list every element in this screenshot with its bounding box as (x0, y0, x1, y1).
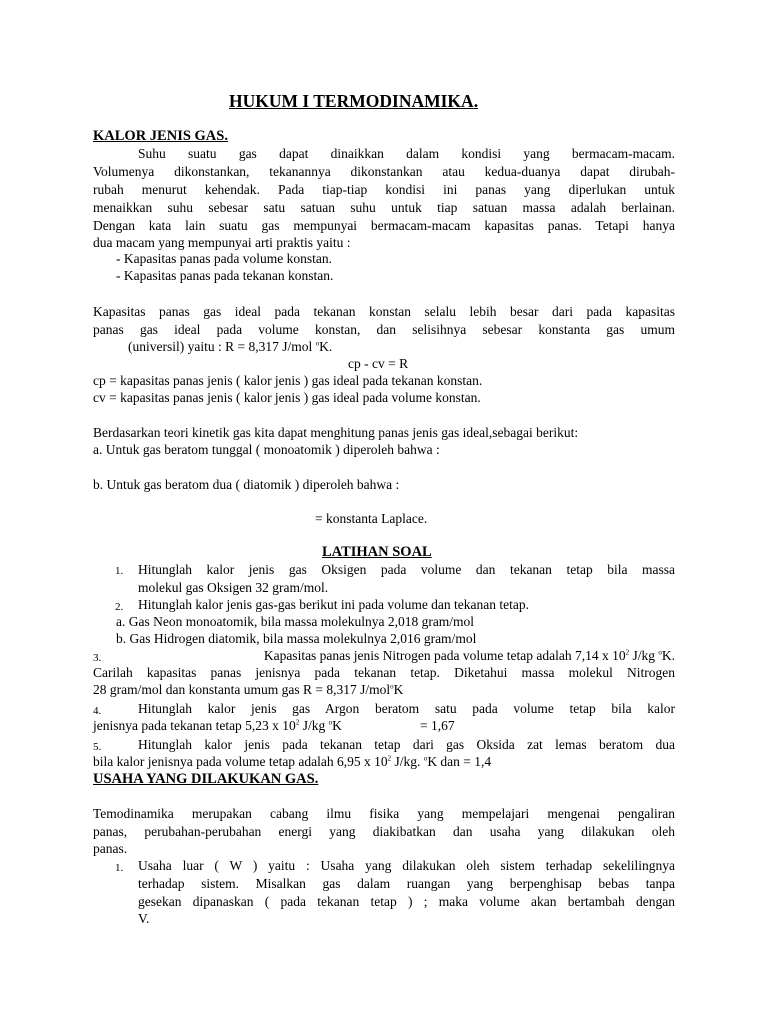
paragraph-line: Kapasitas panas gas ideal pada tekanan konstan selalu lebih besar dari pada kapasitas (93, 304, 675, 319)
list-number: 3. (93, 652, 102, 664)
paragraph-line: Dengan kata lain suatu gas mempunyai bermacam-macam kapasitas panas. Tetapi hanya (93, 218, 675, 233)
item-line: Usaha luar ( W ) yaitu : Usaha yang dilakukan oleh sistem terhadap sekelilingnya (138, 858, 675, 873)
gas-constant-line: (universil) yaitu : R = 8,317 J/mol $^o$K. (128, 339, 333, 354)
question-line: molekul gas Oksigen 32 gram/mol. (138, 580, 329, 595)
definition-cv: cv = kapasitas panas jenis ( kalor jenis ) gas ideal pada volume konstan. (93, 390, 481, 405)
item-line: V. (138, 911, 150, 926)
paragraph-line: panas gas ideal pada volume konstan, dan selisihnya sebesar konstanta gas umum (93, 322, 675, 337)
paragraph-line: Volumenya dikonstankan, tekanannya dikonstankan atau kedua-duanya dapat dirubah- (93, 164, 675, 179)
question-line: Hitunglah kalor jenis gas Oksigen pada volume dan tekanan tetap bila massa (138, 562, 675, 577)
list-number: 1. (115, 565, 124, 577)
paragraph-line: Berdasarkan teori kinetik gas kita dapat menghitung panas jenis gas ideal,sebagai berikut: (93, 425, 579, 440)
question-subitem: b. Gas Hidrogen diatomik, bila massa molekulnya 2,016 gram/mol (116, 631, 477, 646)
list-number: 2. (115, 601, 124, 613)
paragraph-line: menaikkan suhu sebesar satu satuan suhu untuk tiap satuan massa adalah berlainan. (93, 200, 675, 215)
exponent: 2 (387, 754, 392, 763)
section-heading-latihan: LATIHAN SOAL (322, 544, 432, 560)
exponent: 2 (625, 648, 630, 657)
item-line: terhadap sistem. Misalkan gas dalam ruangan yang berpenghisap bebas tanpa (138, 876, 675, 891)
question-line: Hitunglah kalor jenis gas-gas berikut ini pada volume dan tekanan tetap. (138, 597, 530, 612)
item-line: gesekan dipanaskan ( pada tekanan tetap ) ; maka volume akan bertambah dengan (138, 894, 675, 909)
paragraph-line: Temodinamika merupakan cabang ilmu fisika yang mempelajari mengenai pengaliran (93, 806, 675, 821)
title-period: . (473, 91, 479, 111)
degree-mark: o (423, 754, 428, 763)
question-line: bila kalor jenisnya pada volume tetap adalah 6,95 x $10^2$ J/kg. $^o$K dan = 1,4 (93, 754, 492, 769)
laplace-line: = konstanta Laplace. (315, 511, 428, 526)
bullet-item: - Kapasitas panas pada volume konstan. (116, 251, 332, 266)
definition-cp: cp = kapasitas panas jenis ( kalor jenis ) gas ideal pada tekanan konstan. (93, 373, 483, 388)
list-number: 1. (115, 862, 124, 874)
degree-mark: o (328, 718, 333, 727)
item-b: b. Untuk gas beratom dua ( diatomik ) diperoleh bahwa : (93, 477, 400, 492)
degree-mark: o (390, 682, 394, 691)
degree-mark: o (658, 648, 662, 657)
question-line: jenisnya pada tekanan tetap 5,23 x $10^2$ J/kg $^o$K (93, 718, 342, 733)
item-a: a. Untuk gas beratom tunggal ( monoatomik ) diperoleh bahwa : (93, 442, 440, 457)
formula: cp - cv = R (348, 356, 409, 371)
list-number: 5. (93, 741, 102, 753)
section-heading-kalor: KALOR JENIS GAS. (93, 128, 228, 144)
exponent: 2 (295, 718, 300, 727)
question-line: Hitunglah kalor jenis pada tekanan tetap dari gas Oksida zat lemas beratom dua (138, 737, 675, 752)
question-line: Carilah kapasitas panas jenisnya pada tekanan tetap. Diketahui massa molekul Nitrogen (93, 665, 675, 680)
paragraph-line: rubah menurut kehendak. Pada tiap-tiap kondisi ini panas yang diperlukan untuk (93, 182, 675, 197)
section-heading-usaha: USAHA YANG DILAKUKAN GAS. (93, 771, 319, 787)
paragraph-line: dua macam yang mempunyai arti praktis yaitu : (93, 235, 351, 250)
list-number: 4. (93, 705, 102, 717)
bullet-item: - Kapasitas panas pada tekanan konstan. (116, 268, 334, 283)
question-line: 28 gram/mol dan konstanta umum gas R = 8,317 J/mol$^o$K (93, 682, 404, 697)
question-line: Hitunglah kalor jenis gas Argon beratom satu pada volume tetap bila kalor (138, 701, 675, 716)
paragraph-line: panas. (93, 841, 128, 856)
page-title: HUKUM I TERMODINAMIKA. (229, 91, 479, 111)
paragraph-line: Suhu suatu gas dapat dinaikkan dalam kondisi yang bermacam-macam. (138, 146, 675, 161)
paragraph-line: panas, perubahan-perubahan energi yang diakibatkan dan usaha yang dilakukan oleh (93, 824, 675, 839)
question-subitem: a. Gas Neon monoatomik, bila massa molekulnya 2,018 gram/mol (116, 614, 475, 629)
question-line: Kapasitas panas jenis Nitrogen pada volume tetap adalah 7,14 x $10^2$ J/kg $^o$K. (263, 648, 675, 663)
gamma-value: = 1,67 (420, 718, 455, 733)
degree-mark: o (315, 339, 320, 348)
